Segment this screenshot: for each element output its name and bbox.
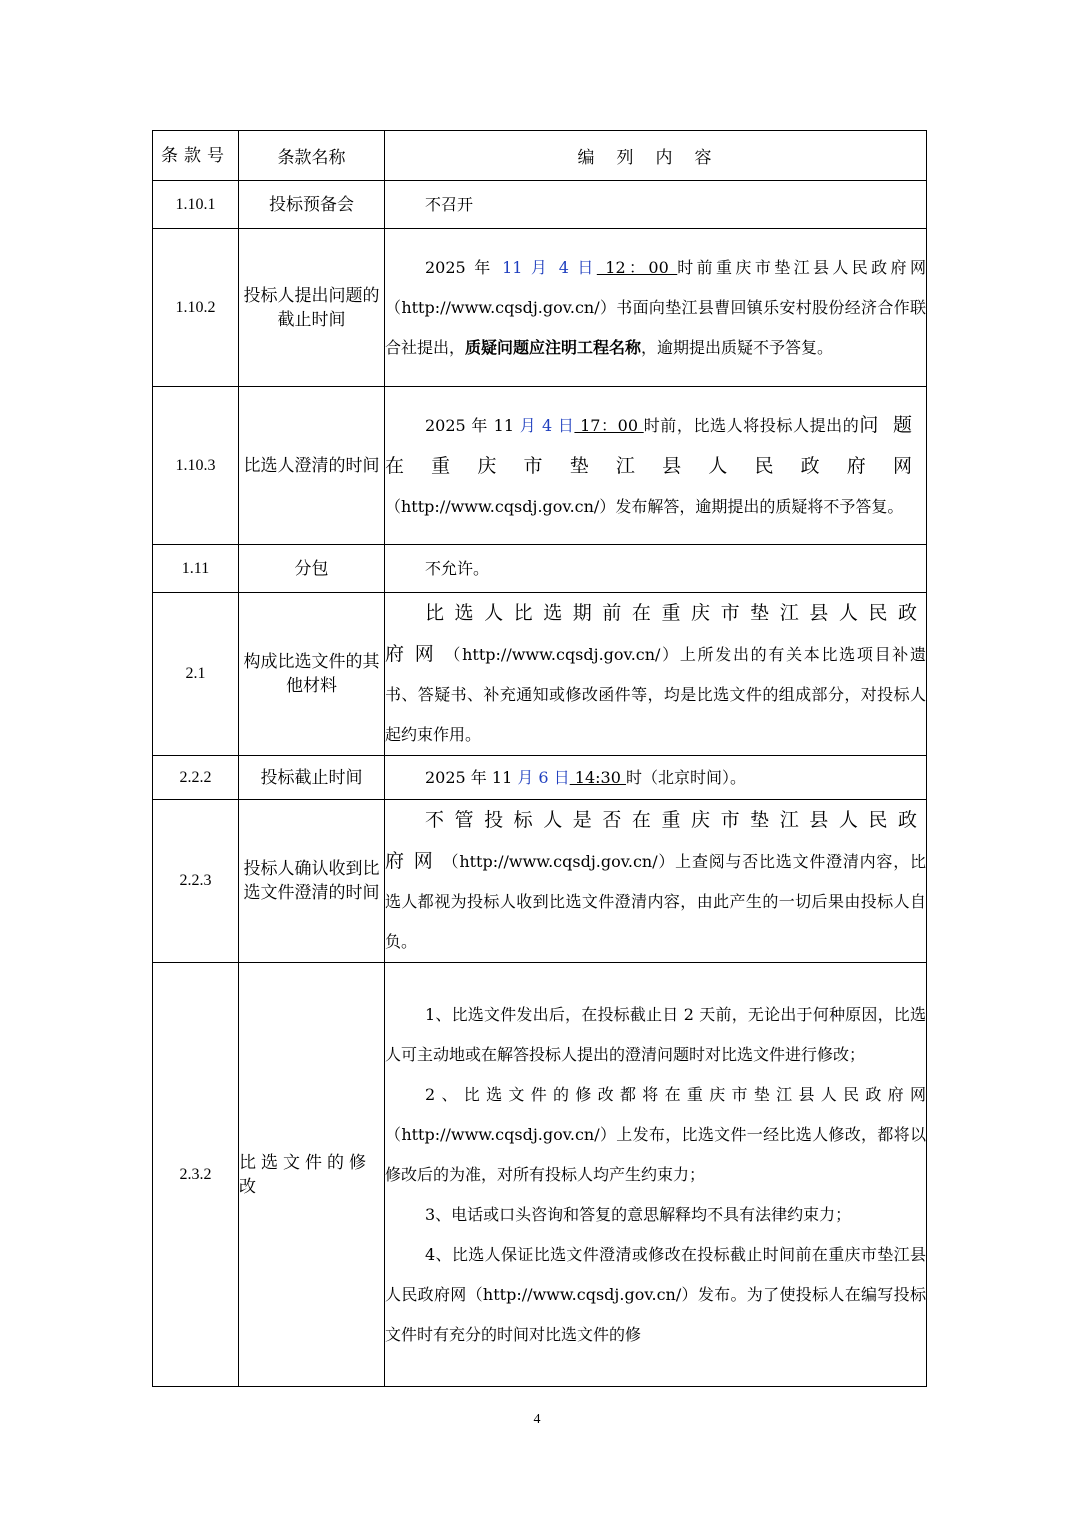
clause-number: 2.2.3 [153, 800, 239, 963]
clause-number: 2.3.2 [153, 963, 239, 1387]
paragraph: 3、电话或口头咨询和答复的意思解释均不具有法律约束力； [425, 1204, 852, 1224]
table-row [153, 800, 927, 963]
clause-content: 不召开 [385, 181, 927, 229]
paragraph: 4、比选人保证比选文件澄清或修改在投标截止时间前在重庆市垫江县人民政府网（http://www.cqsdj.gov.cn/）发布。为了使投标人在编写投标文件时有充分的时间对比选文件的修 [385, 1244, 926, 1344]
clause-name: 投标人提出问题的截止时间 [239, 229, 385, 387]
paragraph: 2、比选文件的修改都将在重庆市垫江县人民政府网（http://www.cqsdj.gov.cn/）上发布，比选文件一经比选人修改，都将以修改后的为准，对所有投标人均产生约束力； [385, 1084, 926, 1184]
clause-name: 比选文件的修改 [239, 963, 385, 1387]
clause-number: 1.10.1 [153, 181, 239, 229]
header-clause-number: 条款号 [153, 131, 239, 181]
time-underlined: 14:30 [569, 767, 626, 787]
clause-table [152, 130, 927, 1387]
clause-name: 投标截止时间 [239, 756, 385, 800]
clause-content [385, 963, 927, 1387]
clause-content: 2025 年 11 月 4 日 12：00 时前重庆市垫江县人民政府网（http://www.cqsdj.gov.cn/）书面向垫江县曹回镇乐安村股份经济合作联合社提出，质疑问题应注明工程名称，逾期提出质疑不予答复。 [385, 229, 927, 387]
clause-content: 2025 年 11 月 6 日 14:30 时（北京时间）。 [385, 756, 927, 800]
table-row [153, 229, 927, 387]
date-highlight: 月 6 日 [517, 767, 570, 787]
table-row [153, 756, 927, 800]
clause-name: 分包 [239, 545, 385, 593]
clause-name: 比选人澄清的时间 [239, 387, 385, 545]
page-number: 4 [533, 1412, 541, 1427]
paragraph: 1、比选文件发出后，在投标截止日 2 天前，无论出于何种原因，比选人可主动地或在解答投标人提出的澄清问题时对比选文件进行修改； [385, 1004, 926, 1064]
table-row [153, 593, 927, 756]
clause-content: 2025 年 11 月 4 日 17：00 时前，比选人将投标人提出的问题在重庆市垫江县人民政府网（http://www.cqsdj.gov.cn/）发布解答，逾期提出的质疑将不予答复。 [385, 387, 927, 545]
bold-note: 质疑问题应注明工程名称 [465, 337, 642, 357]
time-underlined: 17：00 [574, 415, 644, 435]
clause-number: 1.11 [153, 545, 239, 593]
time-underlined: 12：00 [596, 257, 678, 277]
clause-name: 投标预备会 [239, 181, 385, 229]
date-highlight: 月 4 日 [519, 415, 575, 435]
header-content: 编列内容 [385, 131, 927, 181]
clause-number: 2.2.2 [153, 756, 239, 800]
clause-content: 不允许。 [385, 545, 927, 593]
table-row [153, 387, 927, 545]
clause-number: 2.1 [153, 593, 239, 756]
table-row [153, 181, 927, 229]
clause-number: 1.10.3 [153, 387, 239, 545]
clause-content: 比选人比选期前在重庆市垫江县人民政府网（http://www.cqsdj.gov.cn/）上所发出的有关本比选项目补遗书、答疑书、补充通知或修改函件等，均是比选文件的组成部分，对投标人起约束作用。 [385, 593, 927, 756]
clause-name: 构成比选文件的其他材料 [239, 593, 385, 756]
clause-content: 不管投标人是否在重庆市垫江县人民政府网（http://www.cqsdj.gov.cn/）上查阅与否比选文件澄清内容，比选人都视为投标人收到比选文件澄清内容，由此产生的一切后果由投标人自负。 [385, 800, 927, 963]
header-clause-name: 条款名称 [239, 131, 385, 181]
clause-name: 投标人确认收到比选文件澄清的时间 [239, 800, 385, 963]
table-header-row [153, 131, 927, 181]
table-row [153, 545, 927, 593]
clause-number: 1.10.2 [153, 229, 239, 387]
table-row [153, 963, 927, 1387]
date-highlight: 11 月 4 日 [502, 257, 597, 277]
